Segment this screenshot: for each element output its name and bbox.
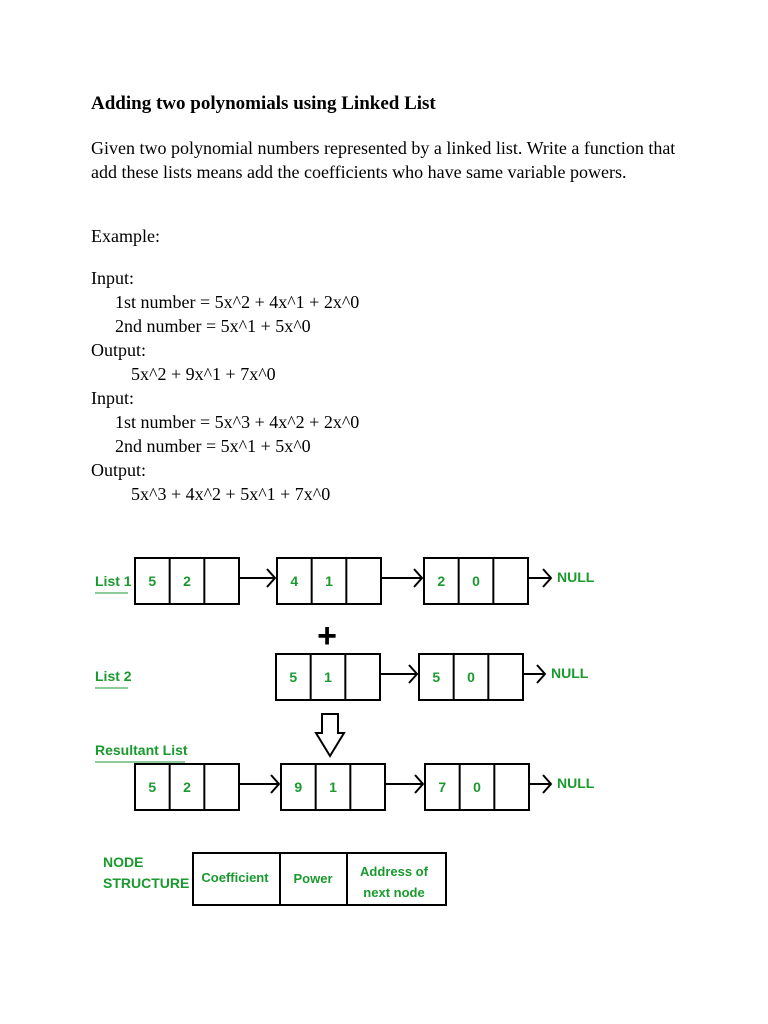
example-2-first-number: 1st number = 5x^3 + 4x^2 + 2x^0 (115, 412, 360, 432)
example-1-input-label: Input: (91, 268, 134, 288)
result-node-3-coefficient: 7 (438, 779, 447, 795)
example-1-first-number: 1st number = 5x^2 + 4x^1 + 2x^0 (115, 292, 360, 312)
examples-block (91, 266, 359, 506)
list1-node-2-power: 1 (325, 573, 333, 589)
node-field-address-line2: next node (363, 885, 425, 900)
result-down-arrow (316, 714, 344, 756)
list2-label: List 2 (95, 668, 132, 684)
example-1-second-number: 2nd number = 5x^1 + 5x^0 (115, 316, 311, 336)
list1-node-3-coefficient: 2 (437, 573, 446, 589)
example-1-output: 5x^2 + 9x^1 + 7x^0 (131, 364, 276, 384)
list1-null: NULL (557, 569, 595, 585)
result-node-1-coefficient: 5 (148, 779, 157, 795)
plus-sign: + (317, 617, 337, 655)
result-node-3-power: 0 (473, 779, 481, 795)
list1-node-3-power: 0 (472, 573, 480, 589)
list2-node-2-coefficient: 5 (432, 669, 441, 685)
example-2-output: 5x^3 + 4x^2 + 5x^1 + 7x^0 (131, 484, 331, 504)
node-field-coefficient: Coefficient (201, 870, 269, 885)
result-null: NULL (557, 775, 595, 791)
list2-null: NULL (551, 665, 589, 681)
node-structure-label-line1: NODE (103, 854, 144, 870)
node-field-power: Power (293, 871, 333, 886)
result-node-1-power: 2 (183, 779, 191, 795)
example-2-input-label: Input: (91, 388, 134, 408)
page-title: Adding two polynomials using Linked List (91, 93, 436, 114)
node-field-address-line1: Address of (360, 864, 428, 879)
linked-list-diagram (0, 530, 768, 920)
list1-node-2-coefficient: 4 (290, 573, 299, 589)
list2-node-2-power: 0 (467, 669, 475, 685)
list1-node-1-power: 2 (183, 573, 191, 589)
list2-node-1-coefficient: 5 (289, 669, 298, 685)
list2-node-1-power: 1 (324, 669, 332, 685)
example-2-output-label: Output: (91, 460, 147, 480)
result-node-2-coefficient: 9 (294, 779, 303, 795)
result-node-2-power: 1 (329, 779, 337, 795)
problem-description: Given two polynomial numbers represented by a linked list. Write a function that add these lists means add the coefficients who have same variable powers. (91, 138, 676, 182)
list1-label: List 1 (95, 573, 132, 589)
result-label: Resultant List (95, 742, 188, 758)
example-label: Example: (91, 226, 160, 246)
example-1-output-label: Output: (91, 340, 147, 360)
node-structure-label-line2: STRUCTURE (103, 875, 190, 891)
list1-node-1-coefficient: 5 (148, 573, 157, 589)
example-2-second-number: 2nd number = 5x^1 + 5x^0 (115, 436, 311, 456)
